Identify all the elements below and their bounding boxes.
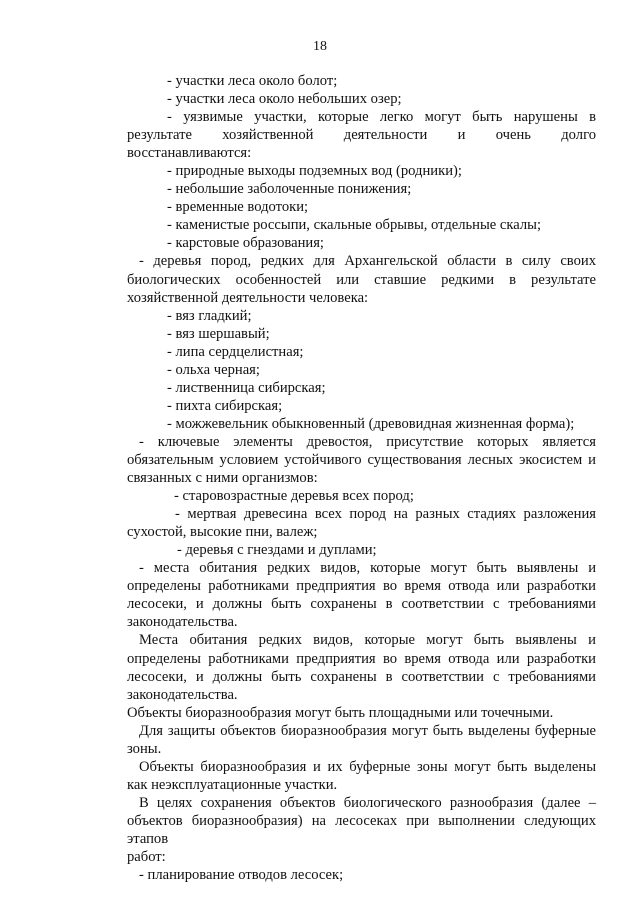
page-number: 18 xyxy=(313,39,327,54)
text-line: - небольшие заболоченные понижения; xyxy=(167,181,412,198)
text-line: - вяз шершавый; xyxy=(167,325,270,342)
text-line: - места обитания редких видов, которые могут быть выявлены и xyxy=(139,560,596,577)
text-line: - ольха черная; xyxy=(167,361,260,378)
text-line: работ: xyxy=(127,849,166,866)
body-text xyxy=(127,72,596,884)
text-line: - деревья пород, редких для Архангельской области в силу своих xyxy=(139,253,596,270)
text-line: как неэксплуатационные участки. xyxy=(127,776,338,793)
text-line: - можжевельник обыкновенный (древовидная жизненная форма); xyxy=(167,415,575,432)
text-line: - каменистые россыпи, скальные обрывы, отдельные скалы; xyxy=(167,217,542,234)
text-line: Объекты биоразнообразия могут быть площадными или точечными. xyxy=(127,704,554,721)
text-line: объектов биоразнообразия) на лесосеках при выполнении следующих этапов xyxy=(127,812,596,847)
text-line: хозяйственной деятельности человека: xyxy=(127,289,369,306)
text-line: - вяз гладкий; xyxy=(167,307,252,324)
text-line: - ключевые элементы древостоя, присутствие которых является xyxy=(139,433,596,450)
text-line: - деревья с гнездами и дуплами; xyxy=(177,542,377,559)
text-line: законодательства. xyxy=(127,614,238,631)
text-line: - старовозрастные деревья всех пород; xyxy=(174,488,414,505)
text-line: - мертвая древесина всех пород на разных стадиях разложения xyxy=(175,506,596,523)
text-line: сухостой, высокие пни, валеж; xyxy=(127,524,318,541)
text-line: лесосеки, и должны быть сохранены в соответствии с требованиями xyxy=(127,596,596,613)
text-line: - участки леса около небольших озер; xyxy=(167,91,402,108)
text-line: законодательства. xyxy=(127,686,238,703)
text-line: В целях сохранения объектов биологического разнообразия (далее – xyxy=(139,794,596,811)
text-line: - липа сердцелистная; xyxy=(167,343,304,360)
text-line: определены работниками предприятия во время отвода или разработки xyxy=(127,650,596,667)
text-line: Для защиты объектов биоразнообразия могут быть выделены буферные xyxy=(139,722,596,739)
text-line: - уязвимые участки, которые легко могут быть нарушены в xyxy=(167,109,596,126)
text-line: - лиственница сибирская; xyxy=(167,379,326,396)
text-line: Объекты биоразнообразия и их буферные зоны могут быть выделены xyxy=(139,758,596,775)
text-line: биологических особенностей или ставшие редкими в результате xyxy=(127,271,596,288)
text-line: результате хозяйственной деятельности и очень долго xyxy=(127,127,596,144)
text-line: связанных с ними организмов: xyxy=(127,470,318,487)
text-line: восстанавливаются: xyxy=(127,145,252,162)
text-line: Места обитания редких видов, которые могут быть выявлены и xyxy=(139,632,596,649)
text-line: - карстовые образования; xyxy=(167,235,324,252)
text-line: зоны. xyxy=(127,740,162,757)
text-line: - планирование отводов лесосек; xyxy=(139,867,344,884)
text-line: - временные водотоки; xyxy=(167,199,309,216)
text-line: - участки леса около болот; xyxy=(167,73,338,89)
text-line: - пихта сибирская; xyxy=(167,397,283,414)
text-line: определены работниками предприятия во время отвода или разработки xyxy=(127,578,596,595)
text-line: обязательным условием устойчивого существования лесных экосистем и xyxy=(127,451,596,468)
text-line: лесосеки, и должны быть сохранены в соответствии с требованиями xyxy=(127,668,596,685)
text-line: - природные выходы подземных вод (родники); xyxy=(167,163,462,180)
